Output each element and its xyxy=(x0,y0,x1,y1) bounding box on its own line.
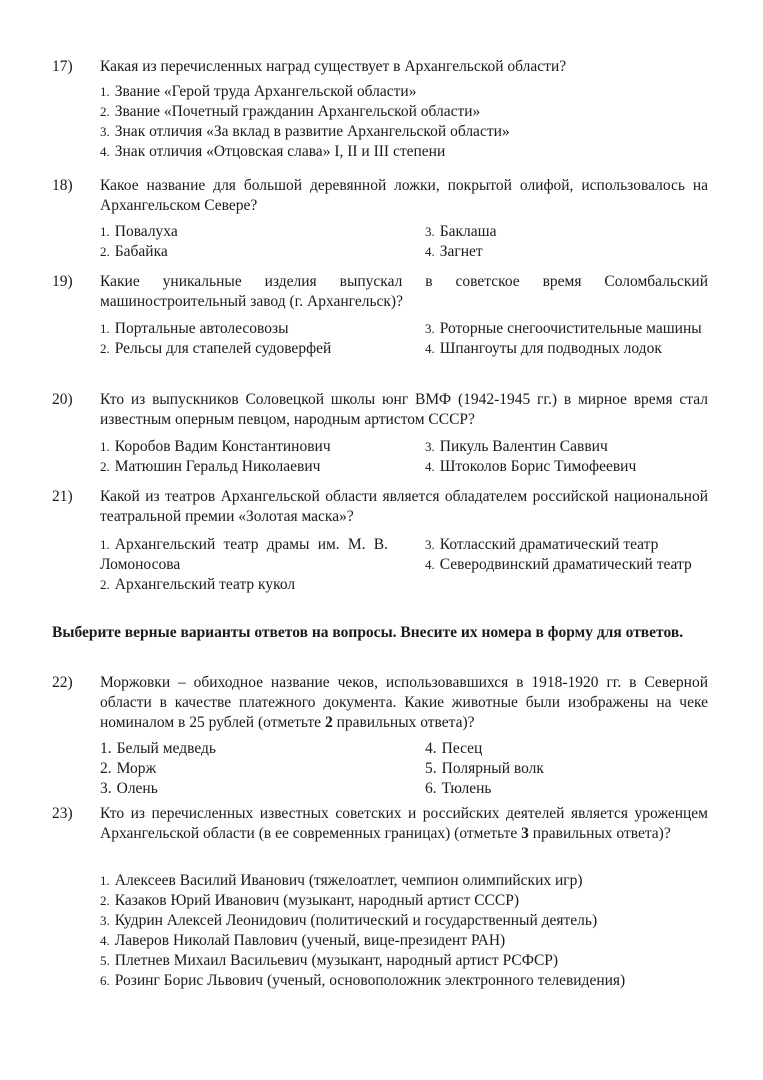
option-text: Загнет xyxy=(439,243,483,260)
option xyxy=(100,951,708,971)
option-text: Штоколов Борис Тимофеевич xyxy=(439,458,637,475)
option-text: Рельсы для стапелей судоверфей xyxy=(114,340,332,357)
option-text: Пикуль Валентин Саввич xyxy=(439,438,608,455)
option-text: Алексеев Василий Иванович (тяжелоатлет, чемпион олимпийских игр) xyxy=(114,872,583,889)
option xyxy=(425,759,708,779)
option-number: 1. xyxy=(100,224,110,239)
question-text: Какое название для большой деревянной ложки, покрытой олифой, использовалось на Архангельском Севере? xyxy=(100,177,708,214)
option-text: Песец xyxy=(441,740,483,757)
option-number: 3. xyxy=(425,537,435,552)
option-text: Олень xyxy=(116,780,158,797)
option-number: 3. xyxy=(100,780,112,797)
option-number: 5. xyxy=(100,953,110,968)
option xyxy=(100,437,390,457)
option xyxy=(100,779,390,799)
question-number: 23) xyxy=(52,805,73,822)
option-number: 2. xyxy=(100,104,110,119)
question-text xyxy=(100,804,708,844)
option xyxy=(425,242,708,262)
option xyxy=(425,222,708,242)
option-number: 2. xyxy=(100,893,110,908)
option xyxy=(100,911,708,931)
option xyxy=(425,555,708,575)
option-number: 1. xyxy=(100,537,110,552)
section-instruction: Выберите верные варианты ответов на вопросы. Внесите их номера в форму для ответов. xyxy=(52,624,684,641)
option xyxy=(100,971,708,991)
option xyxy=(100,931,708,951)
option-text: Архангельский театр кукол xyxy=(114,576,296,593)
option xyxy=(100,242,390,262)
option xyxy=(100,222,390,242)
option-text: Звание «Почетный гражданин Архангельской области» xyxy=(114,103,481,120)
option xyxy=(100,457,390,477)
option xyxy=(100,535,388,575)
option-text: Розинг Борис Львович (ученый, основоположник электронного телевидения) xyxy=(114,972,626,989)
options-list xyxy=(100,871,708,991)
option xyxy=(425,319,708,339)
option-number: 3. xyxy=(100,913,110,928)
option xyxy=(425,437,708,457)
option xyxy=(100,739,390,759)
option xyxy=(425,339,708,359)
option-text: Морж xyxy=(116,760,157,777)
question-text: Какие уникальные изделия выпускал в советское время Соломбальский машиностроительный завод (г. Архангельск)? xyxy=(100,273,708,310)
question-text xyxy=(100,673,708,733)
option xyxy=(100,759,390,779)
option-number: 3. xyxy=(425,224,435,239)
option-number: 4. xyxy=(425,459,435,474)
options-list xyxy=(100,82,708,162)
option xyxy=(100,339,390,359)
option xyxy=(100,122,708,142)
question-text-part: правильных ответа)? xyxy=(528,825,671,842)
question-text: Какая из перечисленных наград существует в Архангельской области? xyxy=(100,58,567,75)
question-number: 20) xyxy=(52,391,73,408)
option-text: Архангельский театр драмы им. М. В. Ломоносова xyxy=(100,536,388,573)
option-number: 2. xyxy=(100,341,110,356)
option xyxy=(100,871,708,891)
option-text: Кудрин Алексей Леонидович (политический и государственный деятель) xyxy=(114,912,598,929)
option-number: 3. xyxy=(425,439,435,454)
option-text: Лаверов Николай Павлович (ученый, вице-президент РАН) xyxy=(114,932,506,949)
question-text: Какой из театров Архангельской области является обладателем российской национальной театральной премии «Золотая маска»? xyxy=(100,488,708,525)
option-text: Портальные автолесовозы xyxy=(114,320,289,337)
option-text: Полярный волк xyxy=(441,760,544,777)
option-text: Повалуха xyxy=(114,223,178,240)
option-text: Тюлень xyxy=(441,780,492,797)
option-text: Коробов Вадим Константинович xyxy=(114,438,331,455)
option-number: 2. xyxy=(100,577,110,592)
question-number: 22) xyxy=(52,674,73,691)
question-number: 18) xyxy=(52,177,73,194)
option-number: 4. xyxy=(425,341,435,356)
option-number: 1. xyxy=(100,439,110,454)
option-number: 1. xyxy=(100,321,110,336)
option-number: 4. xyxy=(425,244,435,259)
option-number: 3. xyxy=(100,124,110,139)
option-text: Белый медведь xyxy=(116,740,216,757)
option xyxy=(100,891,708,911)
option-text: Роторные снегоочистительные машины xyxy=(439,320,702,337)
option-text: Баклаша xyxy=(439,223,497,240)
option xyxy=(100,319,390,339)
option-text: Знак отличия «За вклад в развитие Архангельской области» xyxy=(114,123,510,140)
option-number: 1. xyxy=(100,873,110,888)
question-number: 21) xyxy=(52,488,73,505)
option-number: 4. xyxy=(100,144,110,159)
option xyxy=(425,535,708,555)
option-number: 4. xyxy=(425,557,435,572)
answer-count: 2 xyxy=(324,714,333,731)
option xyxy=(425,779,708,799)
option xyxy=(100,102,708,122)
question-number: 19) xyxy=(52,273,73,290)
option-number: 2. xyxy=(100,459,110,474)
option-number: 4. xyxy=(100,933,110,948)
option-text: Звание «Герой труда Архангельской области» xyxy=(114,83,417,100)
option-text: Бабайка xyxy=(114,243,168,260)
question-text-part: Кто из перечисленных известных советских и российских деятелей является уроженцем Архангельской области (в ее современных границах) (отметьте xyxy=(100,805,708,842)
question-number: 17) xyxy=(52,58,73,75)
option-number: 6. xyxy=(425,780,437,797)
option-number: 6. xyxy=(100,973,110,988)
question-text: Кто из выпускников Соловецкой школы юнг ВМФ (1942-1945 гг.) в мирное время стал известным оперным певцом, народным артистом СССР? xyxy=(100,391,708,428)
option-text: Матюшин Геральд Николаевич xyxy=(114,458,321,475)
answer-count: 3 xyxy=(521,825,529,842)
option xyxy=(100,575,388,595)
option-text: Казаков Юрий Иванович (музыкант, народный артист СССР) xyxy=(114,892,520,909)
option xyxy=(425,457,708,477)
option-number: 1. xyxy=(100,740,112,757)
option-text: Шпангоуты для подводных лодок xyxy=(439,340,662,357)
option-number: 4. xyxy=(425,740,437,757)
option-number: 1. xyxy=(100,84,110,99)
question-text-part: правильных ответа)? xyxy=(332,714,475,731)
option xyxy=(425,739,708,759)
option-number: 3. xyxy=(425,321,435,336)
option-number: 5. xyxy=(425,760,437,777)
option-number: 2. xyxy=(100,760,112,777)
option-text: Плетнев Михаил Васильевич (музыкант, народный артист РСФСР) xyxy=(114,952,559,969)
option-number: 2. xyxy=(100,244,110,259)
option-text: Северодвинский драматический театр xyxy=(439,556,692,573)
option xyxy=(100,82,708,102)
option xyxy=(100,142,708,162)
question-text-part: Моржовки – обиходное название чеков, использовавшихся в 1918-1920 гг. в Северной области в качестве платежного документа. Какие животные были изображены на чеке номиналом в 25 рублей (отметьте xyxy=(100,674,708,731)
option-text: Котласский драматический театр xyxy=(439,536,659,553)
option-text: Знак отличия «Отцовская слава» I, II и III степени xyxy=(114,143,446,160)
